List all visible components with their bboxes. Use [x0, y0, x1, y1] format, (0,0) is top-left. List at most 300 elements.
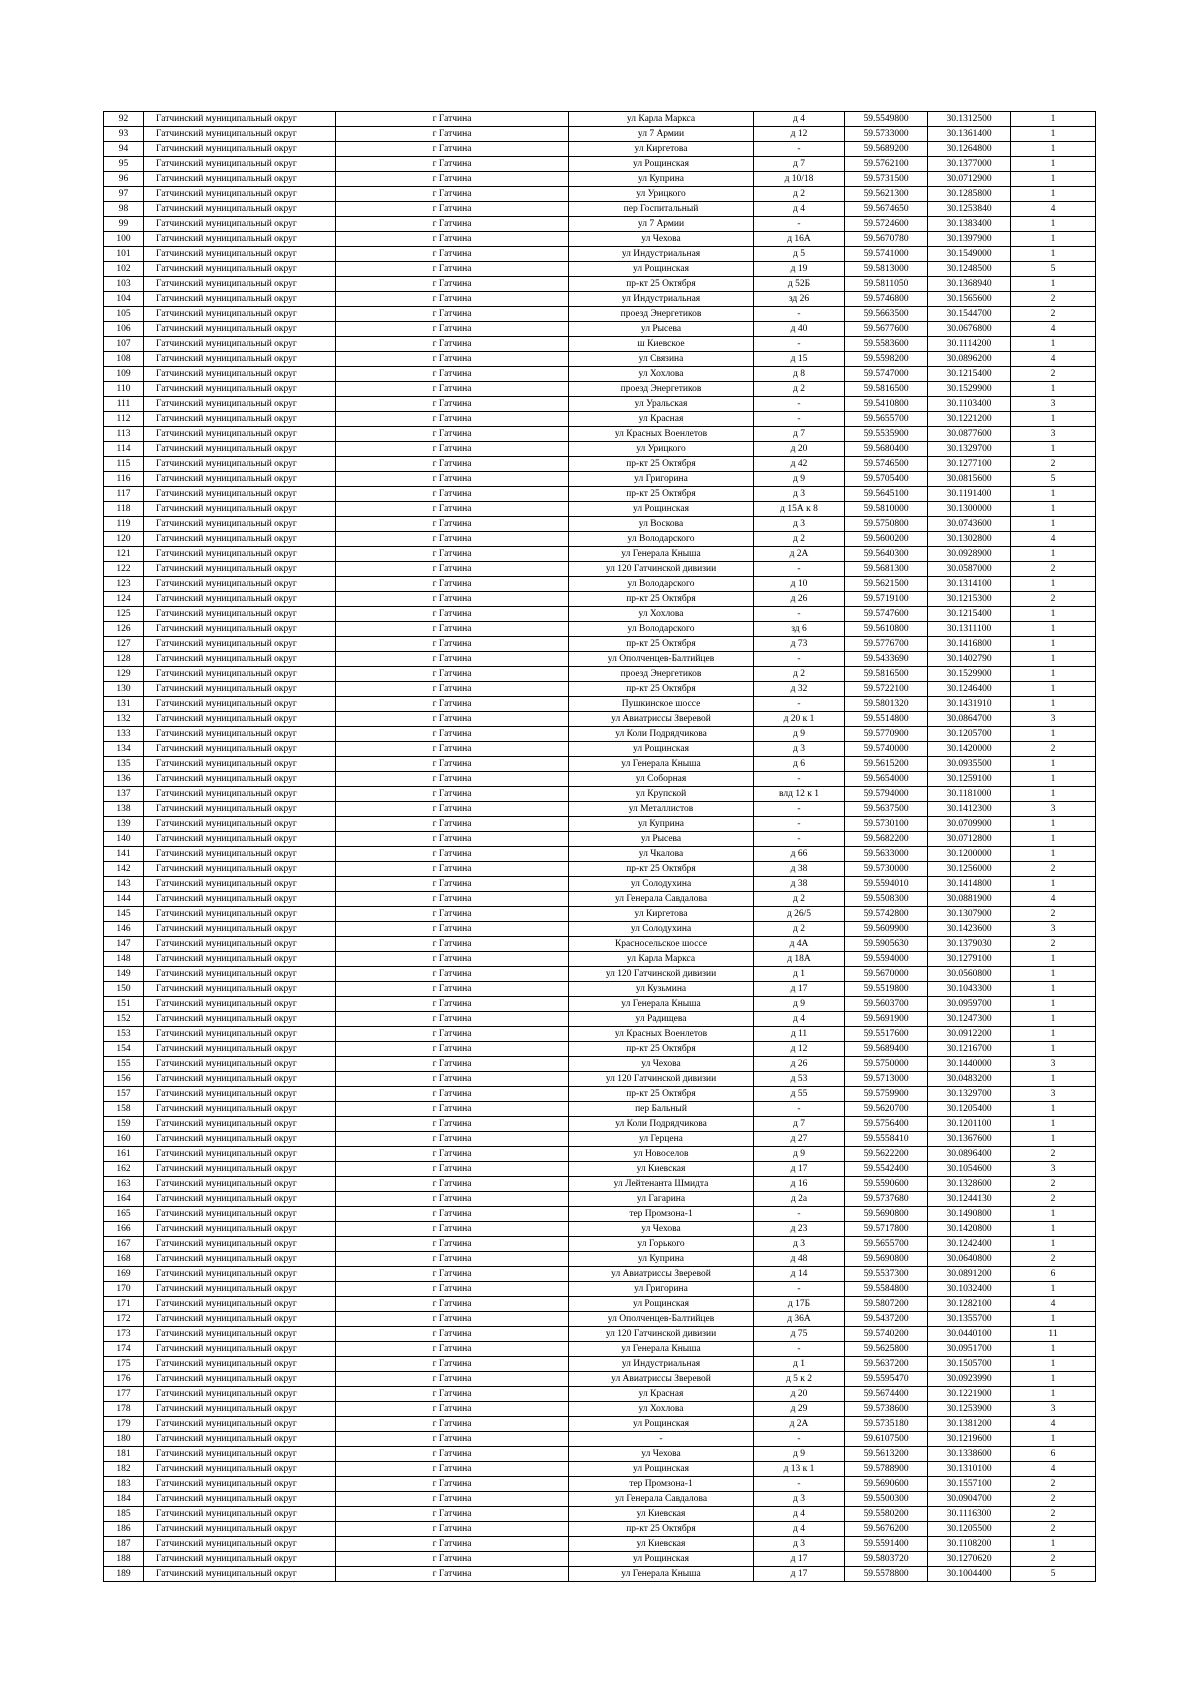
cell-house: д 2А [754, 1417, 845, 1432]
cell-longitude: 30.1114200 [928, 337, 1011, 352]
cell-street: ул 120 Гатчинской дивизии [569, 562, 754, 577]
cell-longitude: 30.1361400 [928, 127, 1011, 142]
cell-street: ул Хохлова [569, 607, 754, 622]
cell-row-number: 93 [104, 127, 144, 142]
cell-municipality: Гатчинский муниципальный округ [144, 1462, 336, 1477]
cell-street: ул Рощинская [569, 157, 754, 172]
cell-longitude: 30.1043300 [928, 982, 1011, 997]
cell-settlement: г Гатчина [336, 412, 569, 427]
cell-house: д 2а [754, 1192, 845, 1207]
cell-municipality: Гатчинский муниципальный округ [144, 1042, 336, 1057]
cell-longitude: 30.1215400 [928, 367, 1011, 382]
cell-municipality: Гатчинский муниципальный округ [144, 1072, 336, 1087]
cell-street: пр-кт 25 Октября [569, 1087, 754, 1102]
cell-house: д 48 [754, 1252, 845, 1267]
cell-count: 2 [1011, 1552, 1096, 1567]
cell-latitude: 59.5622200 [845, 1147, 928, 1162]
cell-row-number: 178 [104, 1402, 144, 1417]
cell-count: 4 [1011, 352, 1096, 367]
cell-count: 1 [1011, 787, 1096, 802]
cell-settlement: г Гатчина [336, 1072, 569, 1087]
cell-row-number: 122 [104, 562, 144, 577]
table-row [104, 1207, 1096, 1222]
cell-street: ул Генерала Кныша [569, 997, 754, 1012]
cell-longitude: 30.1108200 [928, 1537, 1011, 1552]
locations-table [103, 111, 1096, 1582]
cell-street: ул Рысева [569, 832, 754, 847]
cell-row-number: 101 [104, 247, 144, 262]
cell-street: Красносельское шоссе [569, 937, 754, 952]
cell-latitude: 59.5558410 [845, 1132, 928, 1147]
cell-longitude: 30.1205500 [928, 1522, 1011, 1537]
cell-row-number: 187 [104, 1537, 144, 1552]
table-row [104, 622, 1096, 637]
cell-longitude: 30.1431910 [928, 697, 1011, 712]
cell-house: д 7 [754, 427, 845, 442]
cell-latitude: 59.5517600 [845, 1027, 928, 1042]
cell-street: ул Авиатриссы Зверевой [569, 1267, 754, 1282]
cell-row-number: 108 [104, 352, 144, 367]
cell-municipality: Гатчинский муниципальный округ [144, 367, 336, 382]
cell-count: 2 [1011, 862, 1096, 877]
table-row [104, 517, 1096, 532]
cell-settlement: г Гатчина [336, 757, 569, 772]
cell-municipality: Гатчинский муниципальный округ [144, 1012, 336, 1027]
cell-latitude: 59.5654000 [845, 772, 928, 787]
cell-latitude: 59.5640300 [845, 547, 928, 562]
cell-longitude: 30.1307900 [928, 907, 1011, 922]
cell-row-number: 188 [104, 1552, 144, 1567]
cell-count: 1 [1011, 217, 1096, 232]
table-row [104, 157, 1096, 172]
cell-municipality: Гатчинский муниципальный округ [144, 1312, 336, 1327]
cell-municipality: Гатчинский муниципальный округ [144, 697, 336, 712]
cell-municipality: Гатчинский муниципальный округ [144, 502, 336, 517]
table-row [104, 217, 1096, 232]
cell-row-number: 104 [104, 292, 144, 307]
cell-row-number: 184 [104, 1492, 144, 1507]
cell-settlement: г Гатчина [336, 1042, 569, 1057]
cell-street: ул Авиатриссы Зверевой [569, 1372, 754, 1387]
table-row [104, 1567, 1096, 1582]
cell-count: 1 [1011, 502, 1096, 517]
cell-row-number: 174 [104, 1342, 144, 1357]
cell-longitude: 30.1311100 [928, 622, 1011, 637]
cell-longitude: 30.1402790 [928, 652, 1011, 667]
cell-settlement: г Гатчина [336, 337, 569, 352]
cell-row-number: 137 [104, 787, 144, 802]
cell-house: д 5 [754, 247, 845, 262]
cell-latitude: 59.5810000 [845, 502, 928, 517]
cell-street: ул Куприна [569, 172, 754, 187]
table-row [104, 1267, 1096, 1282]
cell-house: д 29 [754, 1402, 845, 1417]
cell-latitude: 59.5759900 [845, 1087, 928, 1102]
table-row [104, 862, 1096, 877]
cell-row-number: 153 [104, 1027, 144, 1042]
cell-settlement: г Гатчина [336, 1162, 569, 1177]
table-row [104, 1162, 1096, 1177]
cell-row-number: 150 [104, 982, 144, 997]
cell-count: 4 [1011, 322, 1096, 337]
cell-street: ул Куприна [569, 817, 754, 832]
cell-house: д 73 [754, 637, 845, 652]
cell-street: пр-кт 25 Октября [569, 637, 754, 652]
table-row [104, 277, 1096, 292]
cell-municipality: Гатчинский муниципальный округ [144, 232, 336, 247]
cell-street: ул Ополченцев-Балтийцев [569, 1312, 754, 1327]
cell-latitude: 59.5537300 [845, 1267, 928, 1282]
cell-row-number: 144 [104, 892, 144, 907]
cell-house: д 20 [754, 442, 845, 457]
cell-longitude: 30.1544700 [928, 307, 1011, 322]
cell-municipality: Гатчинский муниципальный округ [144, 1207, 336, 1222]
table-row [104, 997, 1096, 1012]
table-row [104, 757, 1096, 772]
cell-latitude: 59.5801320 [845, 697, 928, 712]
cell-longitude: 30.0676800 [928, 322, 1011, 337]
cell-latitude: 59.5747600 [845, 607, 928, 622]
cell-latitude: 59.5655700 [845, 1237, 928, 1252]
cell-count: 4 [1011, 1297, 1096, 1312]
cell-house: д 32 [754, 682, 845, 697]
cell-latitude: 59.5580200 [845, 1507, 928, 1522]
cell-longitude: 30.1314100 [928, 577, 1011, 592]
cell-count: 1 [1011, 277, 1096, 292]
table-row [104, 1372, 1096, 1387]
cell-count: 1 [1011, 382, 1096, 397]
cell-municipality: Гатчинский муниципальный округ [144, 487, 336, 502]
cell-house: - [754, 1432, 845, 1447]
cell-street: ул Урицкого [569, 442, 754, 457]
cell-street: пр-кт 25 Октября [569, 1042, 754, 1057]
cell-settlement: г Гатчина [336, 1267, 569, 1282]
cell-latitude: 59.5719100 [845, 592, 928, 607]
cell-street: ул Хохлова [569, 1402, 754, 1417]
cell-row-number: 152 [104, 1012, 144, 1027]
cell-latitude: 59.5816500 [845, 667, 928, 682]
cell-latitude: 59.5747000 [845, 367, 928, 382]
cell-house: - [754, 142, 845, 157]
cell-row-number: 106 [104, 322, 144, 337]
cell-longitude: 30.1221200 [928, 412, 1011, 427]
cell-latitude: 59.5794000 [845, 787, 928, 802]
cell-latitude: 59.5591400 [845, 1537, 928, 1552]
cell-count: 3 [1011, 397, 1096, 412]
cell-settlement: г Гатчина [336, 847, 569, 862]
cell-count: 2 [1011, 1192, 1096, 1207]
cell-row-number: 161 [104, 1147, 144, 1162]
table-row [104, 1447, 1096, 1462]
cell-row-number: 177 [104, 1387, 144, 1402]
table-row [104, 1522, 1096, 1537]
cell-latitude: 59.5594000 [845, 952, 928, 967]
cell-municipality: Гатчинский муниципальный округ [144, 622, 336, 637]
cell-settlement: г Гатчина [336, 1552, 569, 1567]
cell-settlement: г Гатчина [336, 1507, 569, 1522]
table-row [104, 742, 1096, 757]
cell-municipality: Гатчинский муниципальный округ [144, 412, 336, 427]
cell-longitude: 30.1205400 [928, 1102, 1011, 1117]
cell-municipality: Гатчинский муниципальный округ [144, 757, 336, 772]
cell-settlement: г Гатчина [336, 1012, 569, 1027]
cell-row-number: 95 [104, 157, 144, 172]
cell-longitude: 30.1246400 [928, 682, 1011, 697]
cell-count: 1 [1011, 172, 1096, 187]
cell-municipality: Гатчинский муниципальный округ [144, 1252, 336, 1267]
cell-settlement: г Гатчина [336, 1567, 569, 1582]
cell-count: 1 [1011, 157, 1096, 172]
table-row [104, 307, 1096, 322]
cell-municipality: Гатчинский муниципальный округ [144, 667, 336, 682]
table-row [104, 1237, 1096, 1252]
cell-street: ул 7 Армии [569, 127, 754, 142]
cell-street: ул Генерала Савдалова [569, 1492, 754, 1507]
cell-settlement: г Гатчина [336, 712, 569, 727]
cell-latitude: 59.5682200 [845, 832, 928, 847]
cell-municipality: Гатчинский муниципальный округ [144, 1132, 336, 1147]
cell-house: зд 6 [754, 622, 845, 637]
cell-longitude: 30.1367600 [928, 1132, 1011, 1147]
cell-settlement: г Гатчина [336, 187, 569, 202]
table-row [104, 1312, 1096, 1327]
cell-count: 1 [1011, 1387, 1096, 1402]
cell-settlement: г Гатчина [336, 892, 569, 907]
cell-house: - [754, 832, 845, 847]
cell-count: 1 [1011, 982, 1096, 997]
cell-street: пер Бальный [569, 1102, 754, 1117]
cell-house: - [754, 307, 845, 322]
cell-municipality: Гатчинский муниципальный округ [144, 517, 336, 532]
cell-latitude: 59.5690600 [845, 1477, 928, 1492]
cell-row-number: 117 [104, 487, 144, 502]
cell-latitude: 59.5816500 [845, 382, 928, 397]
cell-house: д 52Б [754, 277, 845, 292]
cell-row-number: 173 [104, 1327, 144, 1342]
cell-latitude: 59.5508300 [845, 892, 928, 907]
cell-row-number: 166 [104, 1222, 144, 1237]
cell-municipality: Гатчинский муниципальный округ [144, 1027, 336, 1042]
cell-house: д 27 [754, 1132, 845, 1147]
table-row [104, 1132, 1096, 1147]
cell-municipality: Гатчинский муниципальный округ [144, 802, 336, 817]
cell-street: ул Киевская [569, 1537, 754, 1552]
cell-municipality: Гатчинский муниципальный округ [144, 202, 336, 217]
cell-row-number: 181 [104, 1447, 144, 1462]
cell-longitude: 30.1032400 [928, 1282, 1011, 1297]
cell-latitude: 59.5578800 [845, 1567, 928, 1582]
cell-longitude: 30.1490800 [928, 1207, 1011, 1222]
cell-house: д 2 [754, 667, 845, 682]
cell-latitude: 59.5670780 [845, 232, 928, 247]
cell-row-number: 125 [104, 607, 144, 622]
table-row [104, 112, 1096, 127]
table-row [104, 262, 1096, 277]
cell-settlement: г Гатчина [336, 997, 569, 1012]
cell-longitude: 30.0712800 [928, 832, 1011, 847]
cell-row-number: 134 [104, 742, 144, 757]
cell-latitude: 59.5609900 [845, 922, 928, 937]
cell-longitude: 30.1282100 [928, 1297, 1011, 1312]
cell-longitude: 30.1247300 [928, 1012, 1011, 1027]
cell-municipality: Гатчинский муниципальный округ [144, 262, 336, 277]
cell-street: ул Генерала Кныша [569, 547, 754, 562]
cell-row-number: 183 [104, 1477, 144, 1492]
cell-municipality: Гатчинский муниципальный округ [144, 847, 336, 862]
cell-street: ул Киевская [569, 1162, 754, 1177]
cell-municipality: Гатчинский муниципальный округ [144, 547, 336, 562]
cell-count: 1 [1011, 1132, 1096, 1147]
cell-count: 4 [1011, 202, 1096, 217]
cell-settlement: г Гатчина [336, 157, 569, 172]
cell-house: д 11 [754, 1027, 845, 1042]
cell-street: ул Герцена [569, 1132, 754, 1147]
cell-longitude: 30.0923990 [928, 1372, 1011, 1387]
cell-municipality: Гатчинский муниципальный округ [144, 1237, 336, 1252]
cell-municipality: Гатчинский муниципальный округ [144, 427, 336, 442]
cell-latitude: 59.5542400 [845, 1162, 928, 1177]
cell-latitude: 59.5595470 [845, 1372, 928, 1387]
cell-longitude: 30.1416800 [928, 637, 1011, 652]
cell-house: д 26/5 [754, 907, 845, 922]
cell-settlement: г Гатчина [336, 127, 569, 142]
cell-count: 2 [1011, 1522, 1096, 1537]
table-row [104, 1357, 1096, 1372]
cell-house: - [754, 397, 845, 412]
cell-latitude: 59.5740200 [845, 1327, 928, 1342]
cell-municipality: Гатчинский муниципальный округ [144, 1417, 336, 1432]
cell-count: 2 [1011, 1177, 1096, 1192]
cell-municipality: Гатчинский муниципальный округ [144, 592, 336, 607]
cell-count: 1 [1011, 142, 1096, 157]
cell-settlement: г Гатчина [336, 307, 569, 322]
table-row [104, 487, 1096, 502]
cell-municipality: Гатчинский муниципальный округ [144, 967, 336, 982]
cell-house: - [754, 817, 845, 832]
cell-street: ул Ополченцев-Балтийцев [569, 652, 754, 667]
cell-municipality: Гатчинский муниципальный округ [144, 112, 336, 127]
cell-municipality: Гатчинский муниципальный округ [144, 1522, 336, 1537]
cell-settlement: г Гатчина [336, 697, 569, 712]
cell-row-number: 159 [104, 1117, 144, 1132]
table-row [104, 142, 1096, 157]
cell-row-number: 97 [104, 187, 144, 202]
cell-municipality: Гатчинский муниципальный округ [144, 187, 336, 202]
cell-row-number: 111 [104, 397, 144, 412]
cell-street: ул Металлистов [569, 802, 754, 817]
cell-count: 1 [1011, 232, 1096, 247]
cell-settlement: г Гатчина [336, 832, 569, 847]
table-row [104, 127, 1096, 142]
cell-house: д 2 [754, 892, 845, 907]
cell-house: д 38 [754, 862, 845, 877]
cell-longitude: 30.0587000 [928, 562, 1011, 577]
cell-row-number: 182 [104, 1462, 144, 1477]
cell-settlement: г Гатчина [336, 1117, 569, 1132]
cell-latitude: 59.5740000 [845, 742, 928, 757]
cell-longitude: 30.1529900 [928, 667, 1011, 682]
table-row [104, 1012, 1096, 1027]
cell-latitude: 59.5811050 [845, 277, 928, 292]
cell-row-number: 100 [104, 232, 144, 247]
cell-street: ул 120 Гатчинской дивизии [569, 967, 754, 982]
cell-settlement: г Гатчина [336, 397, 569, 412]
cell-longitude: 30.1505700 [928, 1357, 1011, 1372]
cell-street: ул Воскова [569, 517, 754, 532]
table-row [104, 472, 1096, 487]
cell-count: 1 [1011, 682, 1096, 697]
cell-latitude: 59.5770900 [845, 727, 928, 742]
cell-municipality: Гатчинский муниципальный округ [144, 292, 336, 307]
cell-row-number: 133 [104, 727, 144, 742]
table-row [104, 577, 1096, 592]
cell-row-number: 189 [104, 1567, 144, 1582]
cell-count: 2 [1011, 1507, 1096, 1522]
cell-settlement: г Гатчина [336, 1027, 569, 1042]
cell-row-number: 127 [104, 637, 144, 652]
cell-settlement: г Гатчина [336, 562, 569, 577]
cell-municipality: Гатчинский муниципальный округ [144, 247, 336, 262]
cell-house: д 55 [754, 1087, 845, 1102]
table-row [104, 712, 1096, 727]
cell-latitude: 59.5655700 [845, 412, 928, 427]
cell-row-number: 148 [104, 952, 144, 967]
cell-municipality: Гатчинский муниципальный округ [144, 1282, 336, 1297]
cell-row-number: 102 [104, 262, 144, 277]
cell-municipality: Гатчинский муниципальный округ [144, 937, 336, 952]
cell-street: тер Промзона-1 [569, 1207, 754, 1222]
cell-count: 2 [1011, 742, 1096, 757]
cell-longitude: 30.1557100 [928, 1477, 1011, 1492]
cell-settlement: г Гатчина [336, 1447, 569, 1462]
cell-row-number: 132 [104, 712, 144, 727]
cell-longitude: 30.1221900 [928, 1387, 1011, 1402]
cell-latitude: 59.5615200 [845, 757, 928, 772]
cell-street: пр-кт 25 Октября [569, 277, 754, 292]
cell-longitude: 30.1270620 [928, 1552, 1011, 1567]
cell-settlement: г Гатчина [336, 532, 569, 547]
cell-latitude: 59.5610800 [845, 622, 928, 637]
cell-count: 1 [1011, 1342, 1096, 1357]
cell-latitude: 59.5590600 [845, 1177, 928, 1192]
cell-house: д 8 [754, 367, 845, 382]
cell-street: ул Солодухина [569, 922, 754, 937]
cell-count: 4 [1011, 1417, 1096, 1432]
cell-settlement: г Гатчина [336, 472, 569, 487]
cell-count: 11 [1011, 1327, 1096, 1342]
cell-street: пр-кт 25 Октября [569, 862, 754, 877]
cell-street: - [569, 1432, 754, 1447]
cell-settlement: г Гатчина [336, 1297, 569, 1312]
cell-count: 1 [1011, 637, 1096, 652]
cell-longitude: 30.1277100 [928, 457, 1011, 472]
cell-street: ул Генерала Кныша [569, 757, 754, 772]
cell-street: ул Чехова [569, 1057, 754, 1072]
cell-house: д 7 [754, 1117, 845, 1132]
cell-longitude: 30.1248500 [928, 262, 1011, 277]
table-row [104, 1042, 1096, 1057]
cell-house: д 9 [754, 997, 845, 1012]
table-row [104, 1402, 1096, 1417]
document-table-container [103, 111, 1095, 1582]
table-row [104, 1417, 1096, 1432]
cell-street: ул Рысева [569, 322, 754, 337]
cell-street: проезд Энергетиков [569, 667, 754, 682]
cell-latitude: 59.5514800 [845, 712, 928, 727]
table-row [104, 772, 1096, 787]
cell-street: ул Володарского [569, 622, 754, 637]
cell-latitude: 59.5620700 [845, 1102, 928, 1117]
